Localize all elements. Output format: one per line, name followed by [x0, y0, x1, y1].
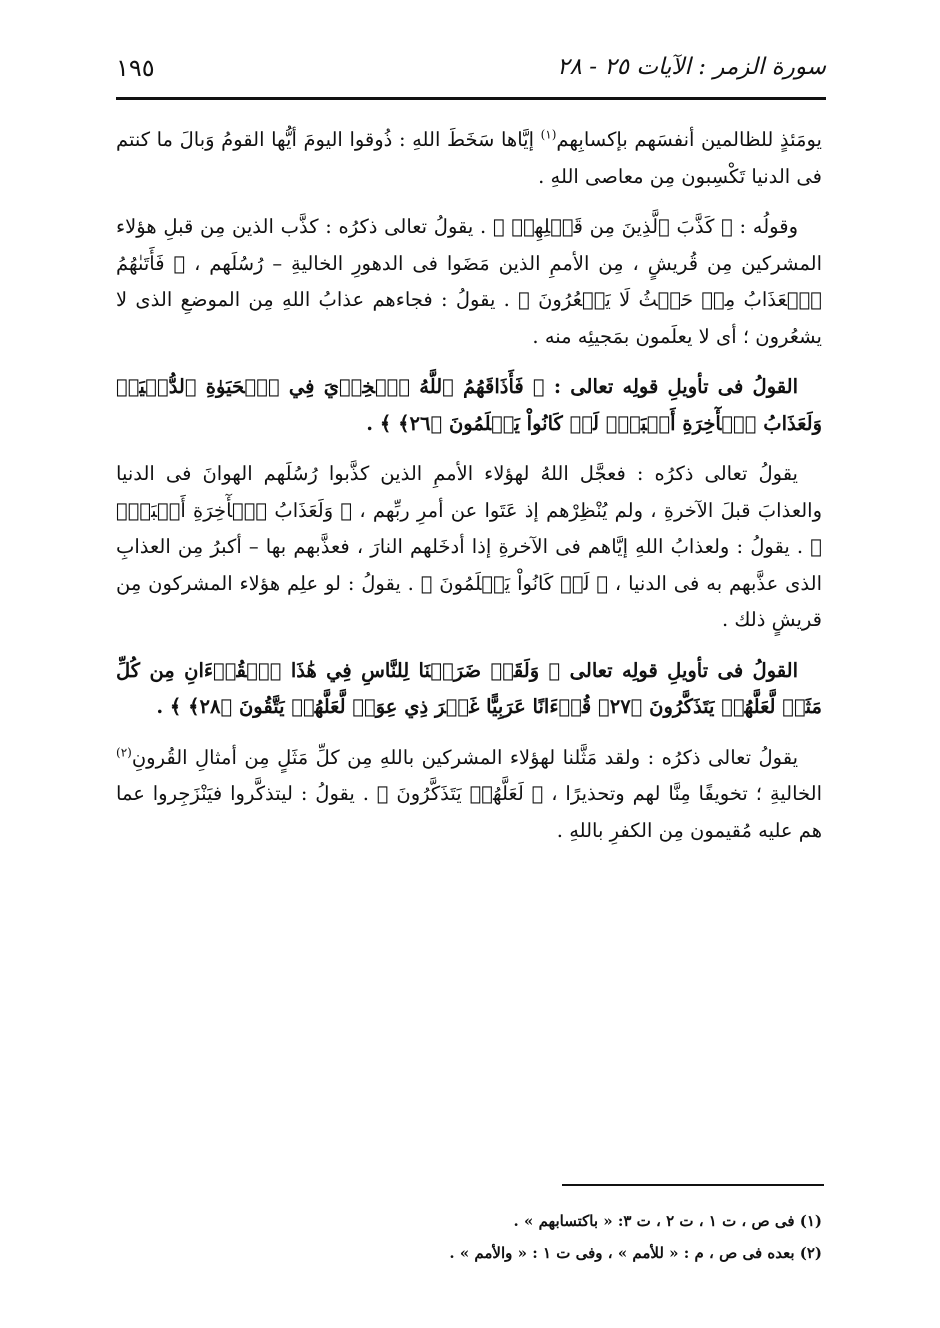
verse-text-27-28: ﴿ وَلَقَدۡ ضَرَبۡنَا لِلنَّاسِ فِي هَٰذَا ٱلۡقُرۡءَانِ مِن كُلِّ مَثَلٖ لَّعَلَّهُمۡ يَتَذَكَّرُونَ ﴿٢٧﴾ قُرۡءَانًا عَرَبِيًّا غَيۡرَ ذِي عِوَجٖ لَّعَلَّهُمۡ يَتَّقُونَ ﴿٢٨﴾ ﴾ .: [116, 658, 822, 718]
footnote-2: (٢) بعده فى ص ، م : « للأمم » ، وفى ت ١ : « والأمم » .: [449, 1244, 822, 1262]
page-number: ١٩٥: [116, 54, 155, 82]
main-text: [116, 122, 822, 863]
paragraph-6-text-a: يقولُ تعالى ذكرُه : ولقد مَثَّلنا لهؤلاء المشركين باللهِ مِن كلِّ مَثَلٍ مِن أمثالِ القُرونِ: [131, 745, 798, 769]
page-header: [116, 52, 826, 92]
verse-text-26: ﴿ فَأَذَاقَهُمُ ٱللَّهُ ٱلۡخِزۡيَ فِي ٱلۡحَيَوٰةِ ٱلدُّنۡيَاۖ وَلَعَذَابُ ٱلۡأٓخِرَةِ أَكۡبَرُۚ لَوۡ كَانُواْ يَعۡلَمُونَ ﴿٢٦﴾ ﴾ .: [116, 375, 822, 435]
running-title: سورة الزمر : الآيات ٢٥ - ٢٨: [557, 54, 826, 80]
footnote-1: (١) فى ص ، ت ١ ، ت ٢ ، ت ٣: « باكتسابهم » .: [513, 1212, 822, 1230]
footnote-marker-1[interactable]: (١): [540, 127, 557, 142]
paragraph-5-verse-27-28: [116, 653, 822, 726]
verse-heading-27-28: القولُ فى تأويلِ قولِه تعالى: [569, 658, 798, 682]
paragraph-1-text-a: يومَئذٍ للظالمين أنفسَهم بإكسابِهم: [556, 128, 822, 151]
paragraph-2: وقولُه : ﴿ كَذَّبَ ٱلَّذِينَ مِن قَبۡلِهِمۡ ﴾ . يقولُ تعالى ذكرُه : كذَّب الذين مِن قبلِ هؤلاء المشركين مِن قُريشٍ ، مِن الأممِ الذين مَضَوا فى الدهورِ الخاليةِ – رُسُلَهم ، ﴿ فَأَتَىٰهُمُ ٱلۡعَذَابُ مِنۡ حَيۡثُ لَا يَشۡعُرُونَ ﴾ . يقولُ : فجاءهم عذابُ اللهِ مِن الموضعِ الذى لا يشعُرون ؛ أى لا يعلَمون بمَجيئِه منه .: [116, 215, 822, 348]
paragraph-4: يقولُ تعالى ذكرُه : فعجَّل اللهُ لهؤلاء الأممِ الذين كذَّبوا رُسُلَهم الهوانَ فى الدنيا والعذابَ قبلَ الآخرةِ ، ولم يُنْظِرْهم إذ عَتَوا عن أمرِ ربِّهم ، ﴿ وَلَعَذَابُ ٱلۡأٓخِرَةِ أَكۡبَرُۚ ﴾ . يقولُ : ولعذابُ اللهِ إيَّاهم فى الآخرةِ إذا أدخَلهم النارَ ، فعذَّبهم بها – أكبرُ مِن العذابِ الذى عذَّبهم به فى الدنيا ، ﴿ لَوۡ كَانُواْ يَعۡلَمُونَ ﴾ . يقولُ : لو علِم هؤلاء المشركون مِن قريشٍ ذلك .: [116, 462, 822, 631]
paragraph-1-text-b: إيَّاها سَخَطَ اللهِ : ذُوقوا اليومَ أيُّها القومُ وَبالَ ما كنتم فى الدنيا تَكْسِبون مِن معاصى اللهِ .: [116, 128, 822, 188]
verse-heading-26: القولُ فى تأويلِ قولِه تعالى :: [553, 375, 798, 398]
paragraph-6-text-b: الخاليةِ ؛ تخويفًا مِنَّا لهم وتحذيرًا ، ﴿ لَعَلَّهُمۡ يَتَذَكَّرُونَ ﴾ . يقولُ : ليتذكَّروا فيَنْزَجِروا عما هم عليه مُقيمون مِن الكفرِ باللهِ .: [116, 782, 822, 842]
footnote-rule: [562, 1184, 824, 1186]
paragraph-6: [116, 740, 822, 850]
header-rule: [116, 97, 826, 100]
paragraph-3-verse-26: [116, 369, 822, 442]
footnote-marker-2[interactable]: (٢): [116, 745, 132, 759]
footnotes: [116, 1205, 822, 1269]
paragraph-1: [116, 122, 822, 195]
